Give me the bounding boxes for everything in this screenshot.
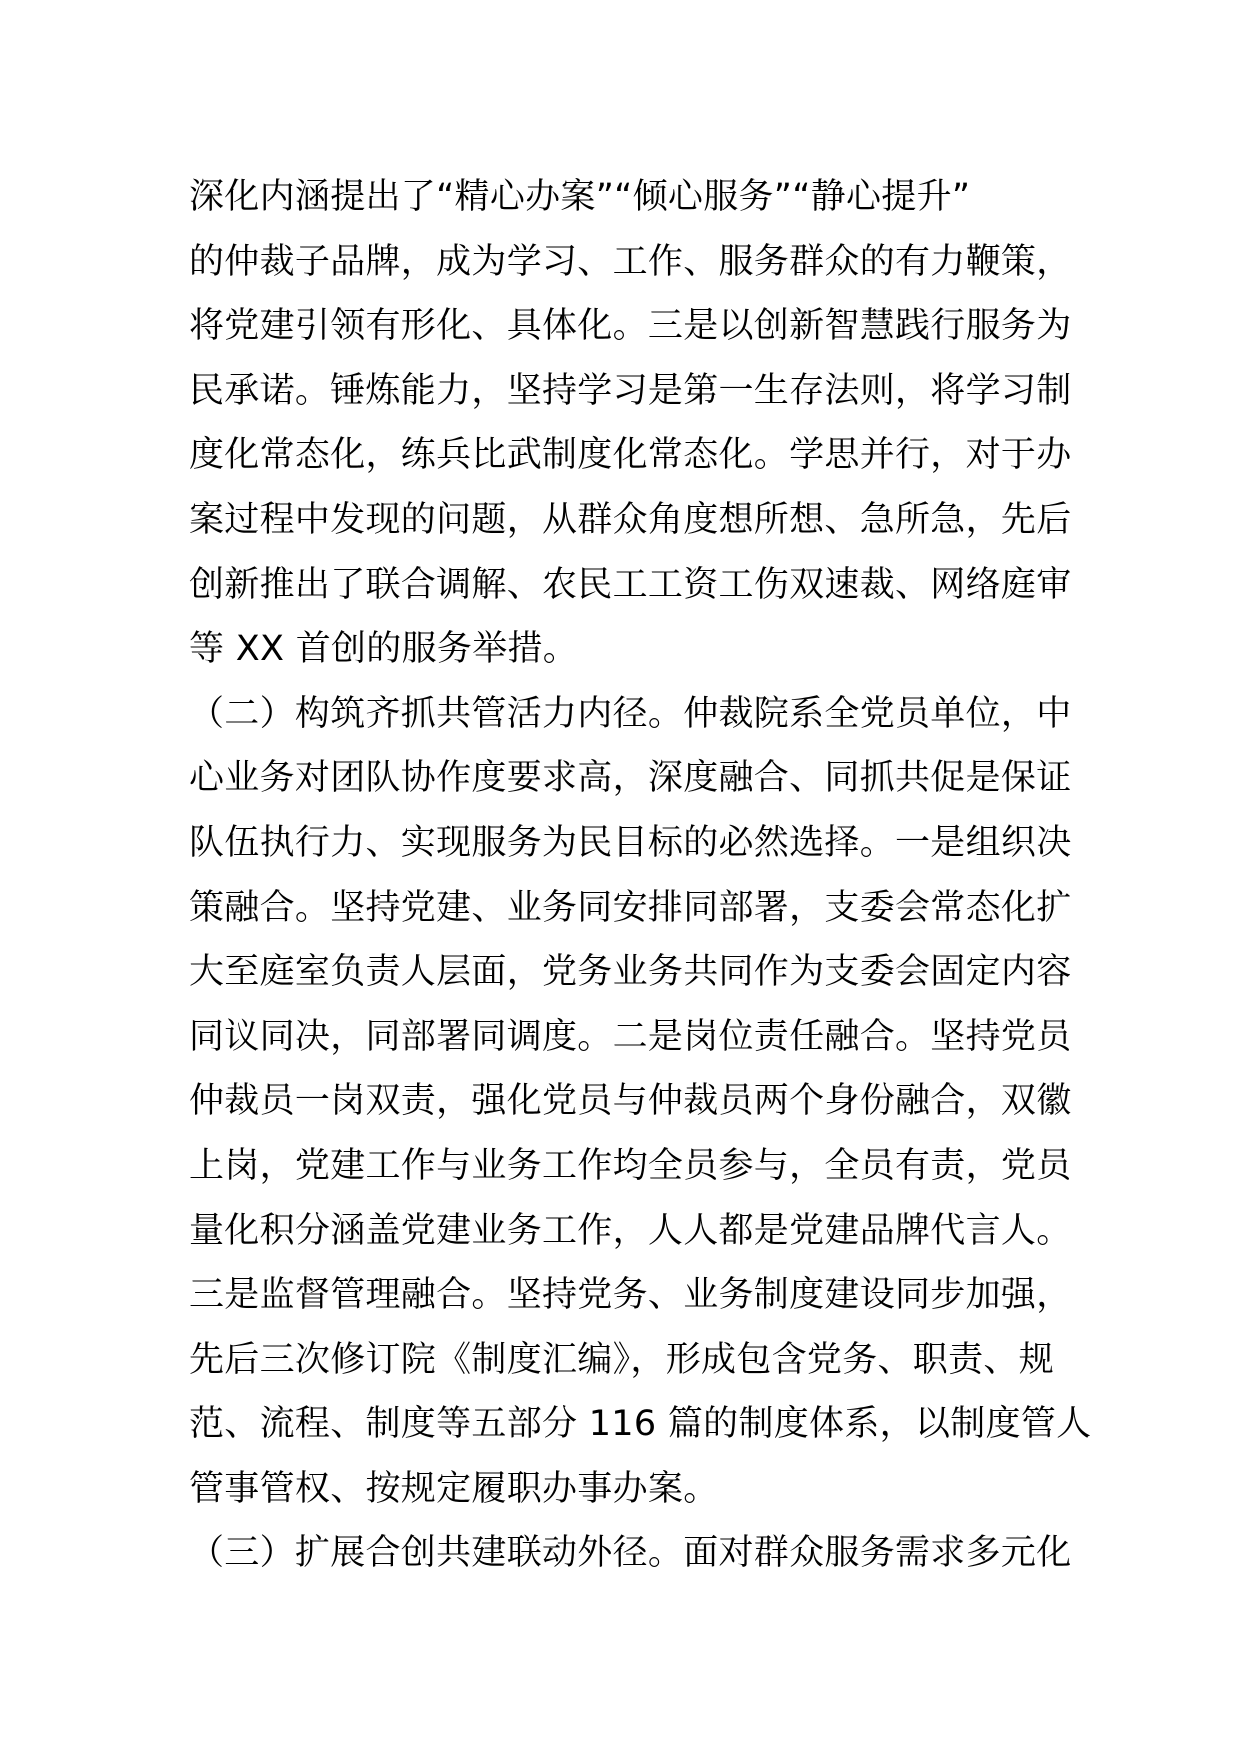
text-line: 队伍执行力、实现服务为民目标的必然选择。一是组织决: [189, 822, 1072, 863]
text-line: 策融合。坚持党建、业务同安排同部署，支委会常态化扩: [189, 887, 1072, 928]
text-line: 三是监督管理融合。坚持党务、业务制度建设同步加强，: [189, 1275, 1072, 1316]
section-heading-line: （三）扩展合创共建联动外径。面对群众服务需求多元化: [189, 1533, 1072, 1574]
text-line: 将党建引领有形化、具体化。三是以创新智慧践行服务为: [189, 306, 1072, 347]
text-line: 大至庭室负责人层面，党务业务共同作为支委会固定内容: [189, 952, 1072, 993]
section-heading-line: （二）构筑齐抓共管活力内径。仲裁院系全党员单位，中: [189, 693, 1072, 734]
text-line: 创新推出了联合调解、农民工工资工伤双速裁、网络庭审: [189, 564, 1072, 605]
text-line: 度化常态化，练兵比武制度化常态化。学思并行，对于办: [189, 435, 1072, 476]
text-line: 同议同决，同部署同调度。二是岗位责任融合。坚持党员: [189, 1016, 1072, 1057]
text-line: 范、流程、制度等五部分 116 篇的制度体系，以制度管人: [189, 1404, 1092, 1445]
text-line: 案过程中发现的问题，从群众角度想所想、急所急，先后: [189, 499, 1072, 540]
text-line: 上岗，党建工作与业务工作均全员参与，全员有责，党员: [189, 1145, 1072, 1186]
text-line: 先后三次修订院《制度汇编》，形成包含党务、职责、规: [189, 1339, 1055, 1380]
text-line: 仲裁员一岗双责，强化党员与仲裁员两个身份融合，双徽: [189, 1081, 1072, 1122]
text-line: 民承诺。锤炼能力，坚持学习是第一生存法则，将学习制: [189, 370, 1072, 411]
body-text: [189, 165, 1092, 1586]
text-line: 管事管权、按规定履职办事办案。: [189, 1468, 719, 1509]
text-line: 的仲裁子品牌，成为学习、工作、服务群众的有力鞭策，: [189, 241, 1072, 282]
text-line: 量化积分涵盖党建业务工作，人人都是党建品牌代言人。: [189, 1210, 1072, 1251]
text-line: 心业务对团队协作度要求高，深度融合、同抓共促是保证: [189, 758, 1072, 799]
text-line: 深化内涵提出了“精心办案”“倾心服务”“静心提升”: [189, 177, 971, 217]
text-line: 等 XX 首创的服务举措。: [189, 629, 579, 670]
